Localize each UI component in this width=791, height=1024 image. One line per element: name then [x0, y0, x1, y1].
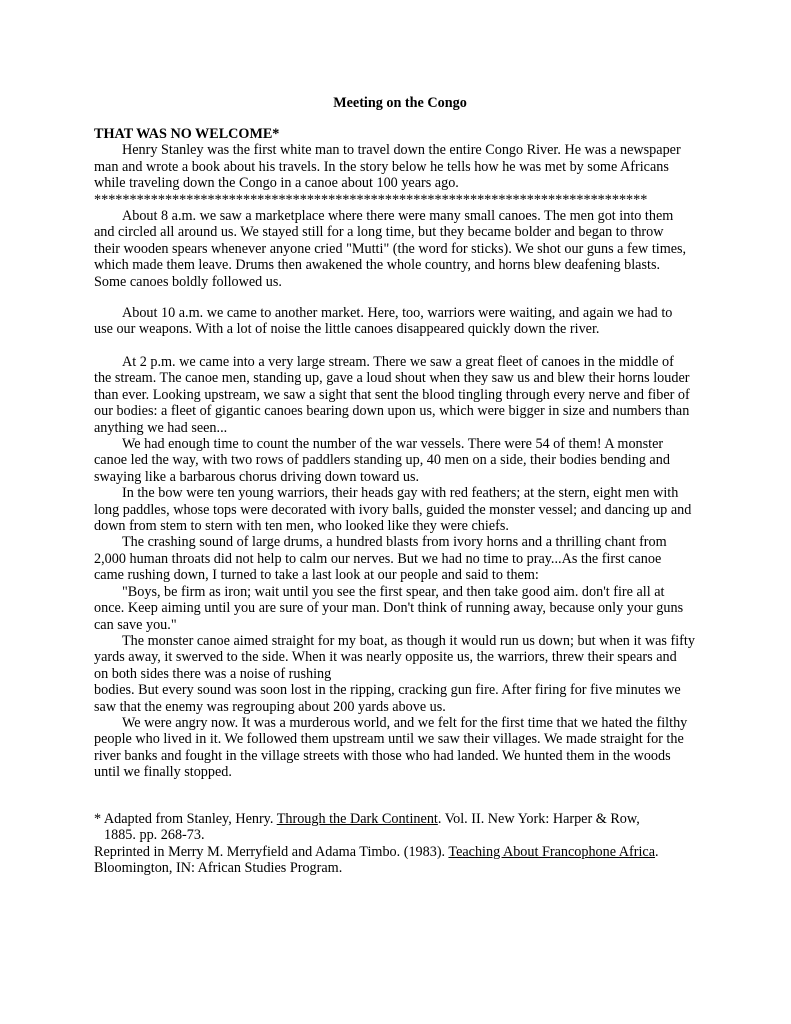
- paragraph-line: which made them leave. Drums then awakened the whole country, and horns blew deafening blasts.: [94, 257, 661, 274]
- paragraph-line: At 2 p.m. we came into a very large stream. There we saw a great fleet of canoes in the middle of: [122, 354, 674, 370]
- paragraph-line: river banks and fought in the village streets with those who had landed. We hunted them in the woods: [94, 747, 671, 764]
- paragraph-line: and circled all around us. We stayed still for a long time, but they became bolder and began to throw: [94, 224, 664, 241]
- paragraph-line: long paddles, whose tops were decorated with ivory balls, guided the monster vessel; and dancing up and: [94, 501, 692, 518]
- intro-line: while traveling down the Congo in a canoe about 100 years ago.: [94, 175, 459, 192]
- paragraph-line: the stream. The canoe men, standing up, gave a loud shout when they saw us and blew their horns louder: [94, 370, 690, 387]
- paragraph-line: came rushing down, I turned to take a last look at our people and said to them:: [94, 567, 539, 584]
- footnote-text: * Adapted from Stanley, Henry.: [94, 811, 277, 827]
- book-title: Through the Dark Continent: [276, 811, 438, 827]
- paragraph-line: swaying like a barbarous chorus driving down toward us.: [94, 468, 420, 485]
- paragraph-line: saw that the enemy was regrouping about 200 yards above us.: [94, 698, 446, 715]
- paragraph-line: We had enough time to count the number of the war vessels. There were 54 of them! A monster: [122, 436, 664, 453]
- footnote: [94, 811, 706, 877]
- paragraph-line: anything we had seen...: [94, 419, 228, 436]
- intro-section: [94, 126, 706, 208]
- section-heading: THAT WAS NO WELCOME*: [94, 126, 280, 142]
- paragraph-line: than ever. Looking upstream, we saw a sight that sent the blood tingling through every nerve and fiber of: [94, 386, 690, 403]
- footnote-line: 1885. pp. 268-73.: [104, 827, 205, 844]
- footnote-text: . Vol. II. New York: Harper & Row,: [437, 811, 640, 827]
- paragraph-line: their wooden spears whenever anyone cried "Mutti" (the word for sticks). We shot our guns a few times,: [94, 240, 687, 257]
- paragraph-line: our bodies: a fleet of gigantic canoes bearing down upon us, which were bigger in size and numbers than: [94, 403, 690, 420]
- paragraph-line: About 8 a.m. we saw a marketplace where there were many small canoes. The men got into them: [122, 208, 674, 224]
- footnote-text: Reprinted in Merry M. Merryfield and Adama Timbo. (1983).: [94, 843, 449, 860]
- paragraph-line: canoe led the way, with two rows of paddlers standing up, 40 men on a side, their bodies bending and: [94, 452, 670, 469]
- paragraph-line: We were angry now. It was a murderous world, and we felt for the first time that we hated the filthy: [122, 714, 688, 731]
- paragraph-line: bodies. But every sound was soon lost in the ripping, cracking gun fire. After firing for five minutes we: [94, 682, 681, 699]
- paragraph-line: down from stem to stern with ten men, who looked like they were chiefs.: [94, 518, 509, 535]
- paragraph-line: The monster canoe aimed straight for my boat, as though it would run us down; but when it was fifty: [122, 632, 695, 649]
- footnote-line: Bloomington, IN: African Studies Program.: [94, 860, 343, 877]
- document-title: Meeting on the Congo: [333, 95, 467, 111]
- paragraph-line: can save you.": [94, 616, 177, 633]
- footnote-text: .: [655, 843, 659, 860]
- book-title: Teaching About Francophone Africa: [448, 843, 656, 860]
- asterisk-divider: ******************************************************************************: [94, 191, 648, 208]
- intro-line: Henry Stanley was the first white man to travel down the entire Congo River. He was a newspaper: [122, 142, 681, 159]
- paragraph-line: 2,000 human throats did not help to calm our nerves. But we had no time to pray...As the first canoe: [94, 550, 662, 567]
- paragraph-1: [94, 208, 706, 290]
- paragraph-line: until we finally stopped.: [94, 764, 232, 781]
- paragraph-line: once. Keep aiming until you are sure of your man. Don't think of running away, because only your guns: [94, 600, 684, 617]
- paragraph-line: on both sides there was a noise of rushing: [94, 665, 332, 682]
- paragraph-line: The crashing sound of large drums, a hundred blasts from ivory horns and a thrilling chant from: [122, 534, 667, 551]
- footnote-line: [94, 844, 706, 860]
- paragraph-line: people who lived in it. We followed them upstream until we saw their villages. We made straight for the: [94, 731, 684, 748]
- paragraph-line: use our weapons. With a lot of noise the little canoes disappeared quickly down the river.: [94, 321, 600, 338]
- paragraph-line: Some canoes boldly followed us.: [94, 273, 282, 290]
- paragraph-3: [94, 354, 706, 781]
- intro-line: man and wrote a book about his travels. In the story below he tells how he was met by some Africans: [94, 158, 669, 175]
- paragraph-line: yards away, it swerved to the side. When it was nearly opposite us, the warriors, threw their spears and: [94, 649, 677, 666]
- footnote-line: [94, 811, 706, 827]
- paragraph-line: About 10 a.m. we came to another market. Here, too, warriors were waiting, and again we had to: [122, 305, 673, 321]
- paragraph-line: "Boys, be firm as iron; wait until you see the first spear, and then take good aim. don't fire all at: [122, 583, 665, 600]
- paragraph-line: In the bow were ten young warriors, their heads gay with red feathers; at the stern, eight men with: [122, 485, 679, 502]
- paragraph-2: [94, 305, 706, 338]
